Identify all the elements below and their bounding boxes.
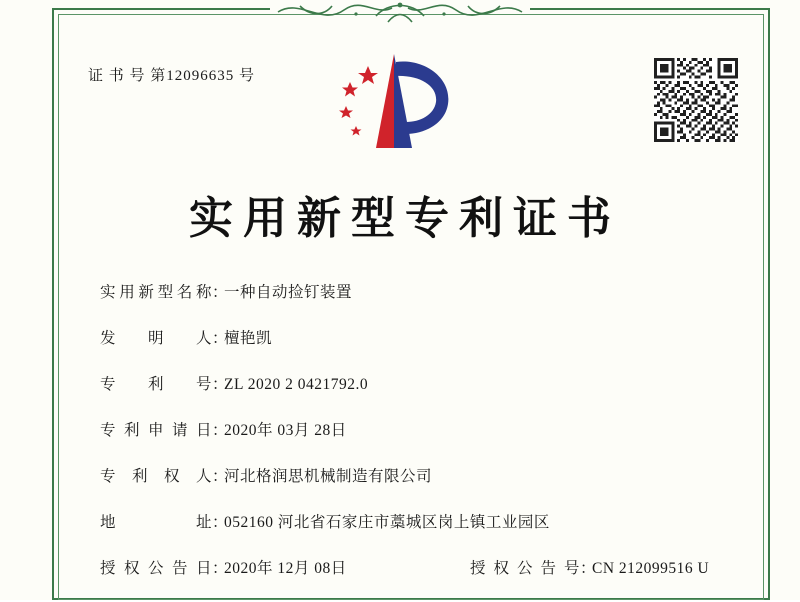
field-label-application-date: 专利申请日 bbox=[100, 422, 212, 439]
field-colon: ： bbox=[212, 514, 229, 531]
field-colon: ： bbox=[212, 422, 229, 439]
field-label-grant-number: 授权公告号 bbox=[470, 560, 580, 577]
field-row bbox=[100, 464, 720, 486]
field-label-grant-date: 授权公告日 bbox=[100, 560, 212, 577]
field-colon: ： bbox=[212, 468, 229, 485]
certificate-number: 证 书 号 第12096635 号 bbox=[88, 68, 256, 84]
field-row bbox=[100, 418, 720, 440]
field-label-inventor: 发 明 人 bbox=[100, 330, 212, 347]
field-row bbox=[100, 510, 720, 532]
ornament-scroll-icon bbox=[270, 0, 530, 30]
field-colon: ： bbox=[212, 376, 229, 393]
field-value-patent-number: ZL 2020 2 0421792.0 bbox=[224, 376, 369, 393]
field-row bbox=[100, 326, 720, 348]
field-colon: ： bbox=[212, 284, 229, 301]
field-value-address: 052160 河北省石家庄市藁城区岗上镇工业园区 bbox=[224, 514, 550, 531]
field-row bbox=[100, 280, 720, 302]
field-label-address: 地 址 bbox=[100, 514, 212, 531]
field-row-grant bbox=[100, 556, 720, 578]
field-value-grant-number: CN 212099516 U bbox=[592, 560, 710, 577]
certificate-fields bbox=[100, 280, 720, 602]
field-label-patentee: 专 利 权 人 bbox=[100, 468, 212, 485]
field-value-patentee: 河北格润思机械制造有限公司 bbox=[224, 468, 433, 485]
field-value-grant-date: 2020年 12月 08日 bbox=[224, 560, 347, 577]
field-value-invention-name: 一种自动捡钉装置 bbox=[224, 284, 353, 301]
field-value-inventor: 檀艳凯 bbox=[224, 330, 273, 347]
field-label-invention-name: 实用新型名称 bbox=[100, 284, 212, 301]
field-value-application-date: 2020年 03月 28日 bbox=[224, 422, 347, 439]
qr-code bbox=[654, 58, 738, 142]
field-label-patent-number: 专 利 号 bbox=[100, 376, 212, 393]
field-colon: ： bbox=[580, 560, 597, 577]
cnipa-emblem bbox=[320, 48, 480, 158]
field-colon: ： bbox=[212, 560, 229, 577]
field-colon: ： bbox=[212, 330, 229, 347]
field-row bbox=[100, 372, 720, 394]
page-title: 实用新型专利证书 bbox=[189, 193, 621, 244]
